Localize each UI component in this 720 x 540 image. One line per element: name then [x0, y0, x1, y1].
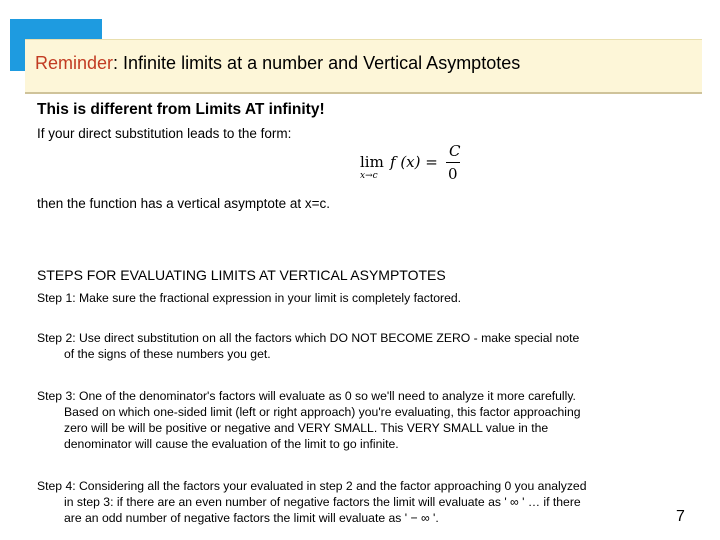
slide-title [35, 53, 520, 74]
step-2 [37, 330, 667, 362]
formula-subscript: x→c [360, 171, 378, 181]
title-keyword: Reminder [35, 53, 114, 73]
formula-lim: lim [360, 153, 384, 171]
step-line: Step 3: One of the denominator's factors will evaluate as 0 so we'll need to analyze it more carefully. [37, 389, 576, 403]
step-4 [37, 478, 667, 526]
page-number: 7 [676, 508, 685, 525]
formula-denominator: 0 [448, 165, 458, 183]
step-line: denominator will cause the evaluation of the limit to go infinite. [64, 437, 399, 451]
formula-function: f (x) = [390, 153, 438, 171]
step-line: of the signs of these numbers you get. [64, 347, 271, 361]
title-text: : Infinite limits at a number and Vertical Asymptotes [113, 53, 521, 73]
formula-numerator: C [449, 142, 461, 160]
step-3 [37, 388, 667, 452]
step-line: zero will be will be positive or negative and VERY SMALL. This VERY SMALL value in the [64, 421, 549, 435]
step-line: Based on which one-sided limit (left or right approach) you're evaluating, this factor approaching [64, 405, 581, 419]
step-line: Step 1: Make sure the fractional expression in your limit is completely factored. [37, 291, 462, 305]
step-line: Step 2: Use direct substitution on all the factors which DO NOT BECOME ZERO - make special note [37, 331, 580, 345]
intro-text: If your direct substitution leads to the form: [37, 126, 292, 141]
step-line: are an odd number of negative factors the limit will evaluate as ' − ∞ '. [64, 511, 439, 525]
conclusion-text: then the function has a vertical asymptote at x=c. [37, 196, 331, 211]
step-line: Step 4: Considering all the factors your evaluated in step 2 and the factor approaching 0 you analyzed [37, 479, 587, 493]
steps-title: STEPS FOR EVALUATING LIMITS AT VERTICAL ASYMPTOTES [37, 267, 446, 283]
step-1 [37, 290, 667, 306]
subheading: This is different from Limits AT infinity! [37, 101, 325, 118]
fraction-bar [446, 162, 460, 163]
step-line: in step 3: if there are an even number of negative factors the limit will evaluate as ' ∞ ' … if there [64, 495, 581, 509]
